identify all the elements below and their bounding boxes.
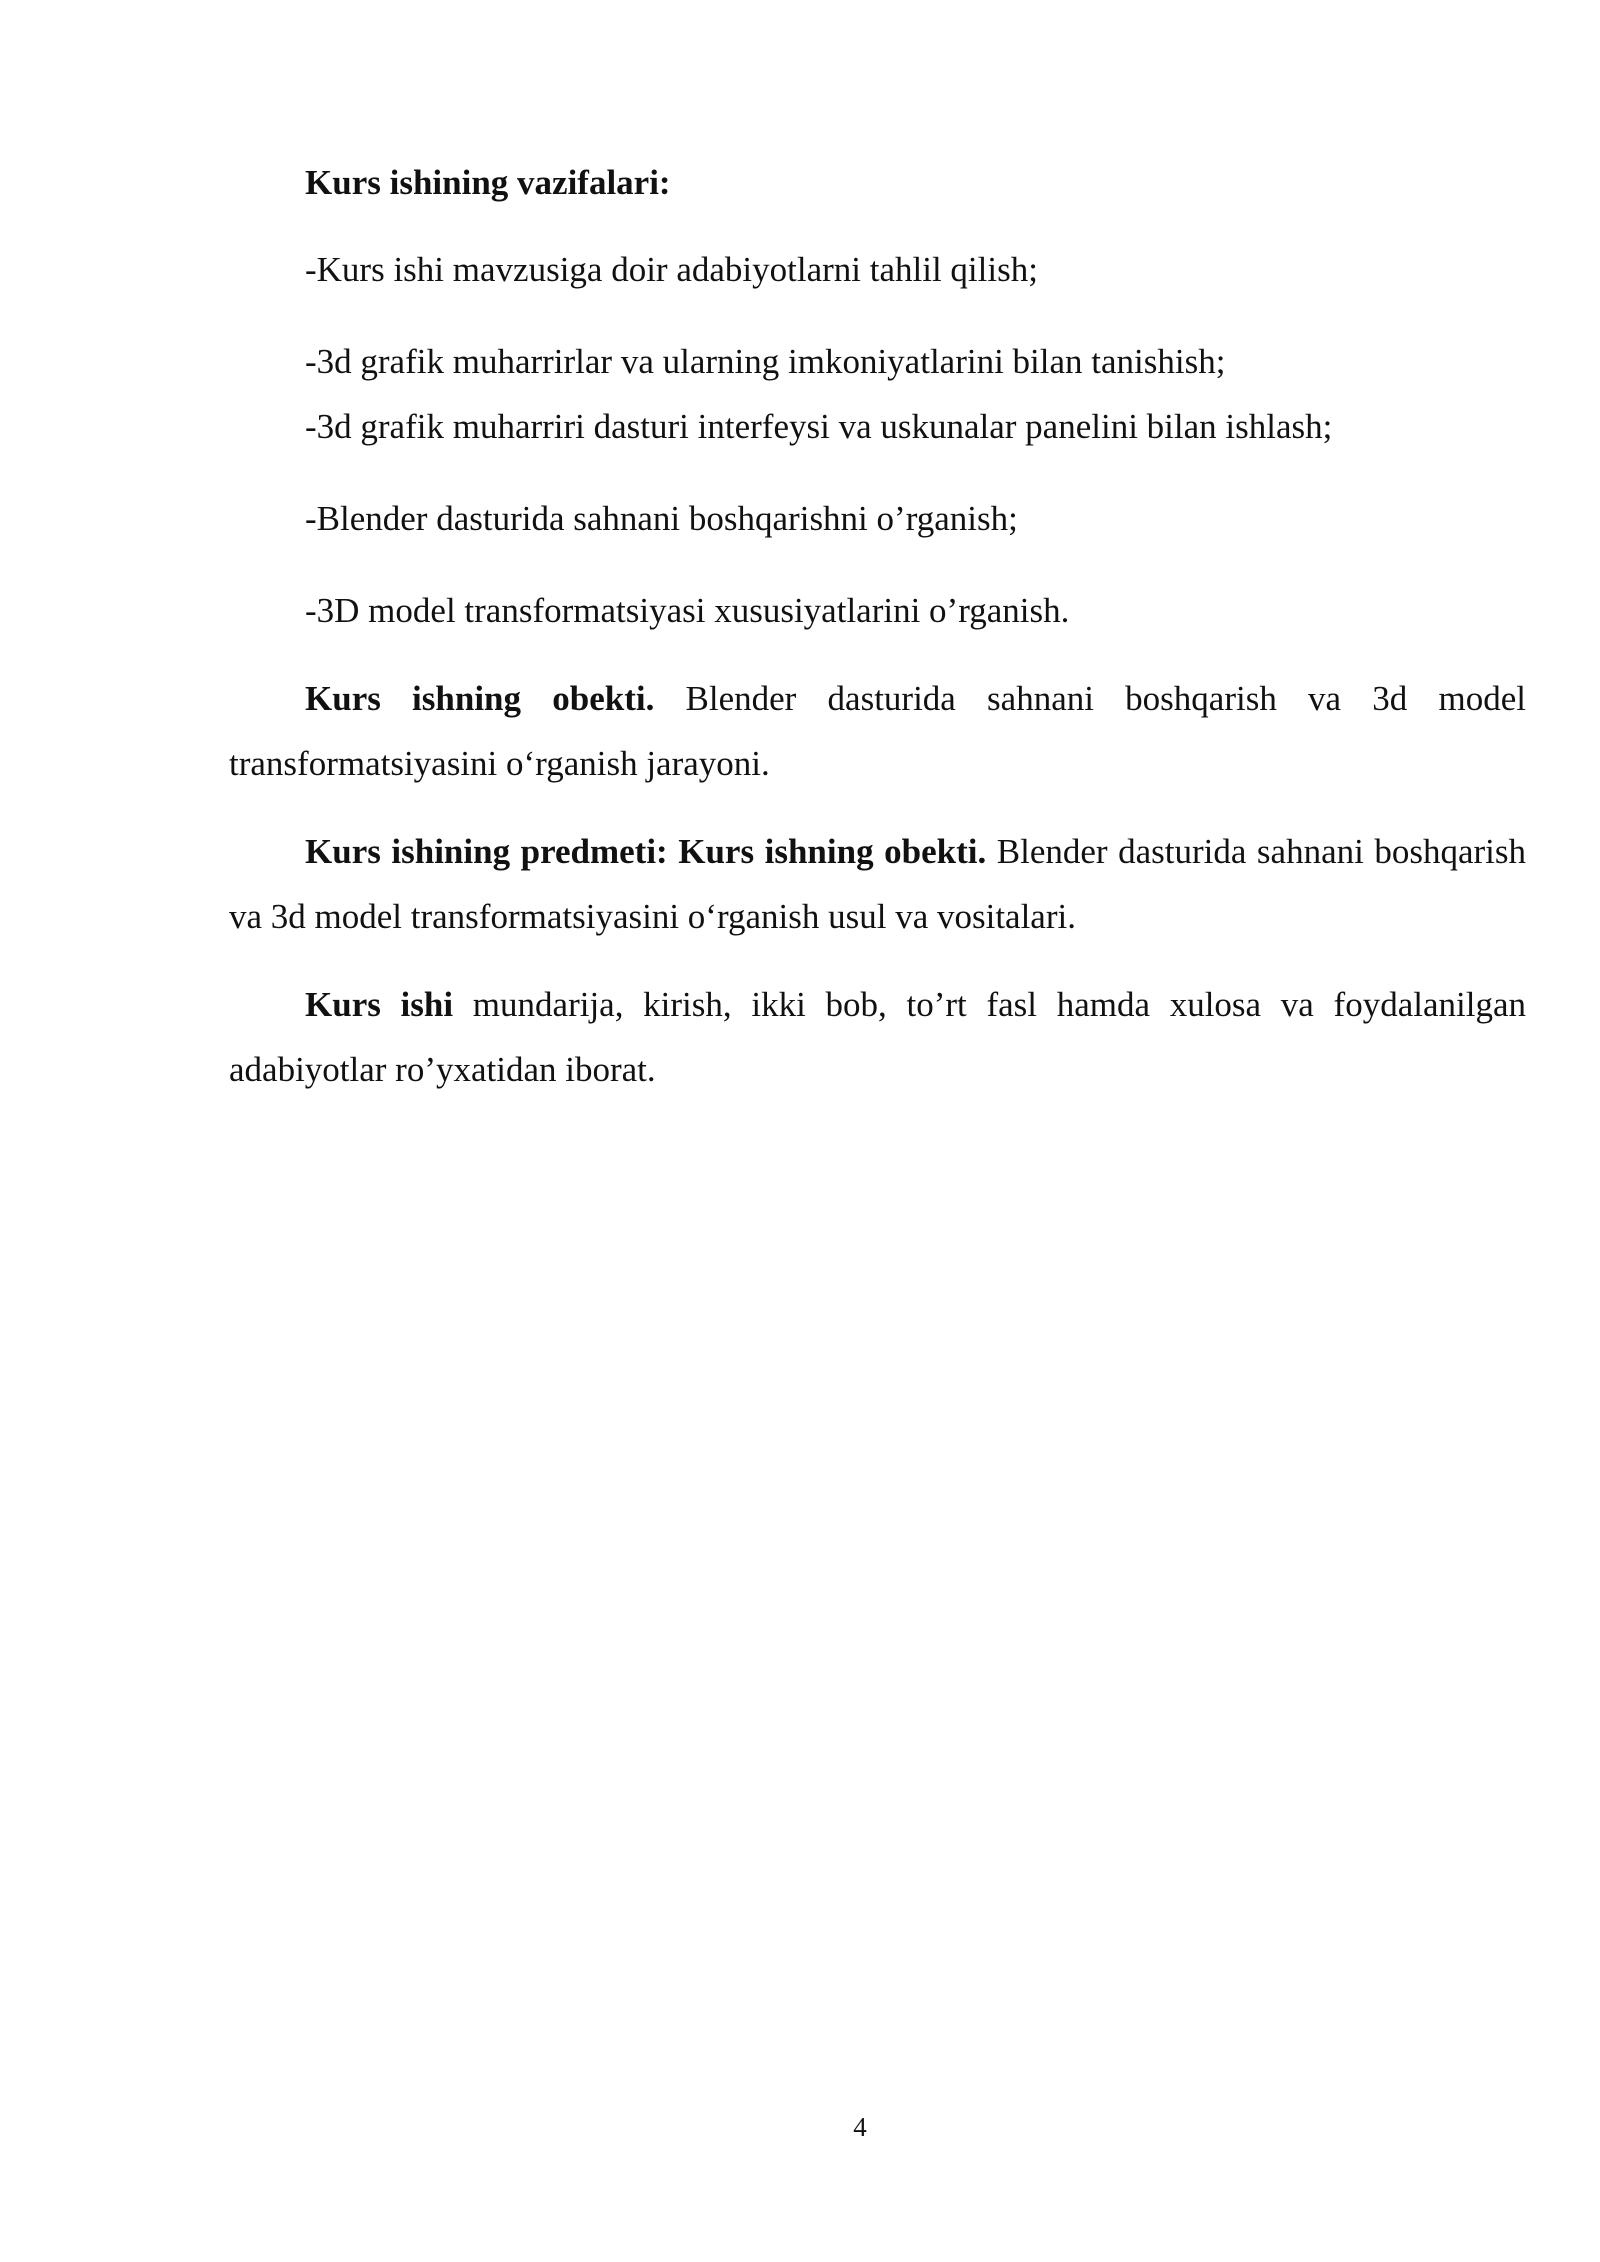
section-heading: Kurs ishining vazifalari: xyxy=(305,163,671,202)
paragraph-subject-lead: Kurs ishining predmeti: Kurs ishning obekti. xyxy=(305,832,987,871)
task-item-1: -Kurs ishi mavzusiga doir adabiyotlarni tahlil qilish; xyxy=(305,250,1038,289)
paragraph-subject-text: Blender dasturida sahnani boshqarish va 3d model transformatsiyasini o‘rganish usul va vositalari. xyxy=(229,832,1527,936)
paragraph-object-lead: Kurs ishning obekti. xyxy=(305,679,655,718)
page-number: 4 xyxy=(853,2112,867,2142)
task-item-4: -Blender dasturida sahnani boshqarishni o’rganish; xyxy=(305,499,1018,538)
paragraph-structure-text: mundarija, kirish, ikki bob, to’rt fasl hamda xulosa va foydalanilgan adabiyotlar ro’yxatidan iborat. xyxy=(229,985,1526,1089)
paragraph-object-text: Blender dasturida sahnani boshqarish va 3d model transformatsiyasini o‘rganish jarayoni. xyxy=(229,679,1526,783)
task-item-5: -3D model transformatsiyasi xususiyatlarini o’rganish. xyxy=(305,591,1070,630)
task-item-2: -3d grafik muharrirlar va ularning imkoniyatlarini bilan tanishish; xyxy=(305,342,1226,381)
paragraph-object xyxy=(229,666,1526,796)
paragraph-structure xyxy=(229,972,1526,1102)
page-content xyxy=(229,150,1526,1102)
task-item-3: -3d grafik muharriri dasturi interfeysi va uskunalar panelini bilan ishlash; xyxy=(305,407,1333,446)
paragraph-subject xyxy=(229,819,1526,949)
paragraph-structure-lead: Kurs ishi xyxy=(305,985,454,1024)
